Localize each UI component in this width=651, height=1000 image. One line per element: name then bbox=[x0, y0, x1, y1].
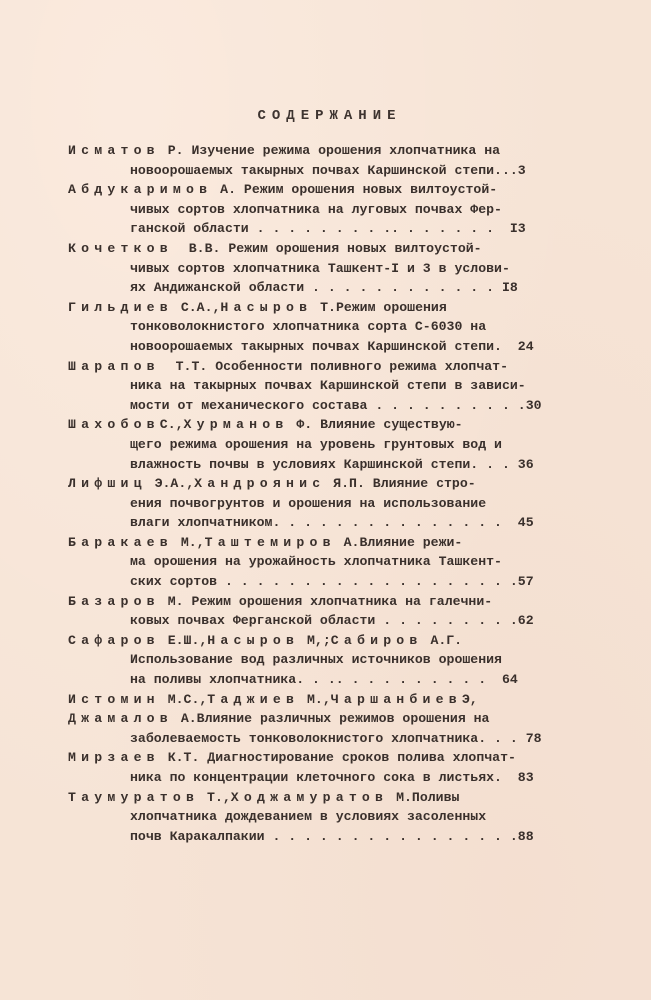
entry-text: влаги хлопчатником. . . . . . . . . . . . . . . 45 bbox=[130, 515, 534, 531]
author-name: Баракаев bbox=[68, 534, 173, 550]
entry-text: Я.П. Влияние стро- bbox=[325, 476, 476, 492]
entry-text: М. Режим орошения хлопчатника на галечни- bbox=[159, 593, 493, 609]
toc-entry-line bbox=[68, 200, 548, 220]
toc-entry-heading-line bbox=[68, 533, 548, 553]
entry-text: Т., bbox=[199, 789, 231, 805]
toc-entry-line bbox=[68, 455, 548, 475]
entry-text: ма орошения на урожайность хлопчатника Ташкент- bbox=[130, 554, 502, 570]
entry-text: ских сортов . . . . . . . . . . . . . . . . . . .57 bbox=[130, 574, 534, 590]
author-name: Таджиев bbox=[207, 691, 300, 707]
toc-entry-line bbox=[68, 161, 548, 181]
toc-entry-heading-line bbox=[68, 141, 548, 161]
entry-text: ника на такырных почвах Каршинской степи в зависи- bbox=[130, 378, 526, 394]
toc-entry bbox=[68, 592, 548, 631]
entry-text: Е.Ш., bbox=[159, 632, 208, 648]
entry-text: влажность почвы в условиях Каршинской степи. . . 36 bbox=[130, 456, 534, 472]
entry-text: М., bbox=[299, 691, 331, 707]
entry-text: М,; bbox=[299, 632, 331, 648]
toc-entry-line bbox=[68, 807, 548, 827]
entry-text: ях Андижанской области . . . . . . . . . . . . I8 bbox=[130, 280, 518, 296]
toc-entry-line bbox=[68, 219, 548, 239]
entry-text: М., bbox=[172, 534, 205, 550]
toc-entry bbox=[68, 631, 548, 690]
author-name: Абдукаримов bbox=[68, 182, 213, 198]
author-name: Хурманов bbox=[183, 417, 289, 433]
toc-entry-heading-line bbox=[68, 631, 548, 651]
author-name: Базаров bbox=[68, 593, 160, 609]
entry-text: ения почвогрунтов и орошения на использование bbox=[130, 495, 487, 511]
toc-entry-line bbox=[68, 650, 548, 670]
entry-text: ковых почвах Ферганской области . . . . . . . . .62 bbox=[130, 613, 534, 629]
toc-entry-heading-line bbox=[68, 357, 548, 377]
toc-entry-line bbox=[68, 259, 548, 279]
author-name: Сабиров bbox=[330, 632, 423, 648]
toc-entry-line bbox=[68, 513, 548, 533]
toc-entry-heading-line bbox=[68, 180, 548, 200]
toc-entry-line bbox=[68, 376, 548, 396]
entry-text: на поливы хлопчатника. . .. . . . . . . . . . 64 bbox=[130, 672, 518, 688]
entry-text: чивых сортов хлопчатника Ташкент-I и 3 в услови- bbox=[130, 260, 510, 276]
toc-entry bbox=[68, 298, 548, 357]
toc-entry bbox=[68, 141, 548, 180]
author-name: Джамалов bbox=[68, 711, 173, 727]
toc-entry-line bbox=[68, 552, 548, 572]
entry-text: ника по концентрации клеточного сока в листьях. 83 bbox=[130, 770, 534, 785]
toc-entry bbox=[68, 415, 548, 474]
entry-text: Т.Т. Особенности поливного режима хлопчат- bbox=[159, 358, 509, 374]
author-name: Ходжамуратов bbox=[230, 789, 389, 805]
entry-text: новоорошаемых такырных почвах Каршинской степи...3 bbox=[130, 162, 526, 178]
entry-text: М.С., bbox=[159, 691, 208, 707]
entry-text: щего режима орошения на уровень грунтовых вод и bbox=[130, 436, 502, 452]
toc-entry bbox=[68, 533, 548, 592]
toc-entry-heading-line bbox=[68, 748, 548, 768]
toc-entry bbox=[68, 474, 548, 533]
toc-entry bbox=[68, 788, 548, 847]
entry-text: новоорошаемых такырных почвах Каршинской степи. 24 bbox=[130, 338, 534, 354]
toc-entry bbox=[68, 239, 548, 298]
entry-text: В.В. Режим орошения новых вилтоустой- bbox=[172, 240, 482, 256]
author-name: Кочетков bbox=[68, 240, 173, 256]
entry-text: С., bbox=[159, 417, 184, 433]
author-name: Чаршанбиев bbox=[330, 691, 462, 707]
entry-text: А.Г. bbox=[422, 632, 463, 648]
entry-text: заболеваемость тонковолокнистого хлопчатника. . . 78 bbox=[130, 730, 542, 746]
toc-entry-line bbox=[68, 435, 548, 455]
author-name: Истомин bbox=[68, 691, 160, 707]
author-name: Насыров bbox=[220, 299, 313, 315]
entry-text: Т.Режим орошения bbox=[312, 299, 447, 315]
entry-text: Использование вод различных источников орошения bbox=[130, 652, 502, 668]
toc-entry-line bbox=[68, 709, 548, 729]
entry-text: К.Т. Диагностирование сроков полива хлопчат- bbox=[159, 750, 516, 766]
author-name: Хандроянис bbox=[194, 476, 326, 492]
toc-entry bbox=[68, 180, 548, 239]
author-name: Шахобов bbox=[68, 417, 160, 433]
entry-text: А.Влияние режи- bbox=[335, 534, 463, 550]
entry-text: мости от механического состава . . . . . . . . . .30 bbox=[130, 397, 542, 413]
toc-entry-line bbox=[68, 317, 548, 337]
author-name: Насыров bbox=[207, 632, 300, 648]
toc-entry-heading-line bbox=[68, 298, 548, 318]
toc-entry-line bbox=[68, 611, 548, 631]
entry-text: Э.А., bbox=[146, 476, 195, 492]
entry-text: почв Каракалпакии . . . . . . . . . . . . . . . .88 bbox=[130, 828, 534, 844]
entry-text: чивых сортов хлопчатника на луговых почвах Фер- bbox=[130, 201, 502, 217]
entry-text: Р. Изучение режима орошения хлопчатника на bbox=[159, 143, 501, 158]
toc-entry bbox=[68, 690, 548, 749]
author-name: Сафаров bbox=[68, 632, 160, 648]
entry-text: М.Поливы bbox=[388, 789, 460, 805]
author-name: Таумуратов bbox=[68, 789, 200, 805]
entry-text: А.Влияние различных режимов орошения на bbox=[172, 711, 490, 727]
toc-entry-line bbox=[68, 278, 548, 298]
author-name: Мирзаев bbox=[68, 750, 160, 766]
toc-entry-heading-line bbox=[68, 239, 548, 259]
toc-entry-line bbox=[68, 494, 548, 514]
entry-text: хлопчатника дождеванием в условиях засоленных bbox=[130, 809, 487, 825]
toc-entry-line bbox=[68, 729, 548, 749]
toc-entry-line bbox=[68, 827, 548, 847]
author-name: Таштемиров bbox=[204, 534, 336, 550]
toc-entry-line bbox=[68, 396, 548, 416]
toc-entry-heading-line bbox=[68, 474, 548, 494]
toc-entry-line bbox=[68, 337, 548, 357]
author-name: Лифшиц bbox=[68, 476, 147, 492]
toc-entry-heading-line bbox=[68, 690, 548, 710]
entry-text: Э, bbox=[461, 691, 478, 707]
toc-entry-line bbox=[68, 670, 548, 690]
entry-text: ганской области . . . . . . . . .. . . . . . . I3 bbox=[130, 221, 526, 237]
toc-entry-heading-line bbox=[68, 788, 548, 808]
author-name: Гильдиев bbox=[68, 299, 173, 315]
toc-entry bbox=[68, 357, 548, 416]
toc-entry bbox=[68, 748, 548, 787]
entry-text: С.А., bbox=[172, 299, 221, 315]
page-title: СОДЕРЖАНИЕ bbox=[257, 108, 402, 124]
author-name: Шарапов bbox=[68, 358, 160, 374]
toc-entry-line bbox=[68, 768, 548, 788]
toc-entry-line bbox=[68, 572, 548, 592]
entry-text: Ф. Влияние существую- bbox=[288, 417, 463, 433]
author-name: Исматов bbox=[68, 143, 160, 158]
toc-entry-heading-line bbox=[68, 415, 548, 435]
entry-text: А. Режим орошения новых вилтоустой- bbox=[212, 182, 498, 198]
entry-text: тонковолокнистого хлопчатника сорта С-6030 на bbox=[130, 319, 487, 335]
table-of-contents bbox=[68, 141, 548, 846]
toc-entry-heading-line bbox=[68, 592, 548, 612]
